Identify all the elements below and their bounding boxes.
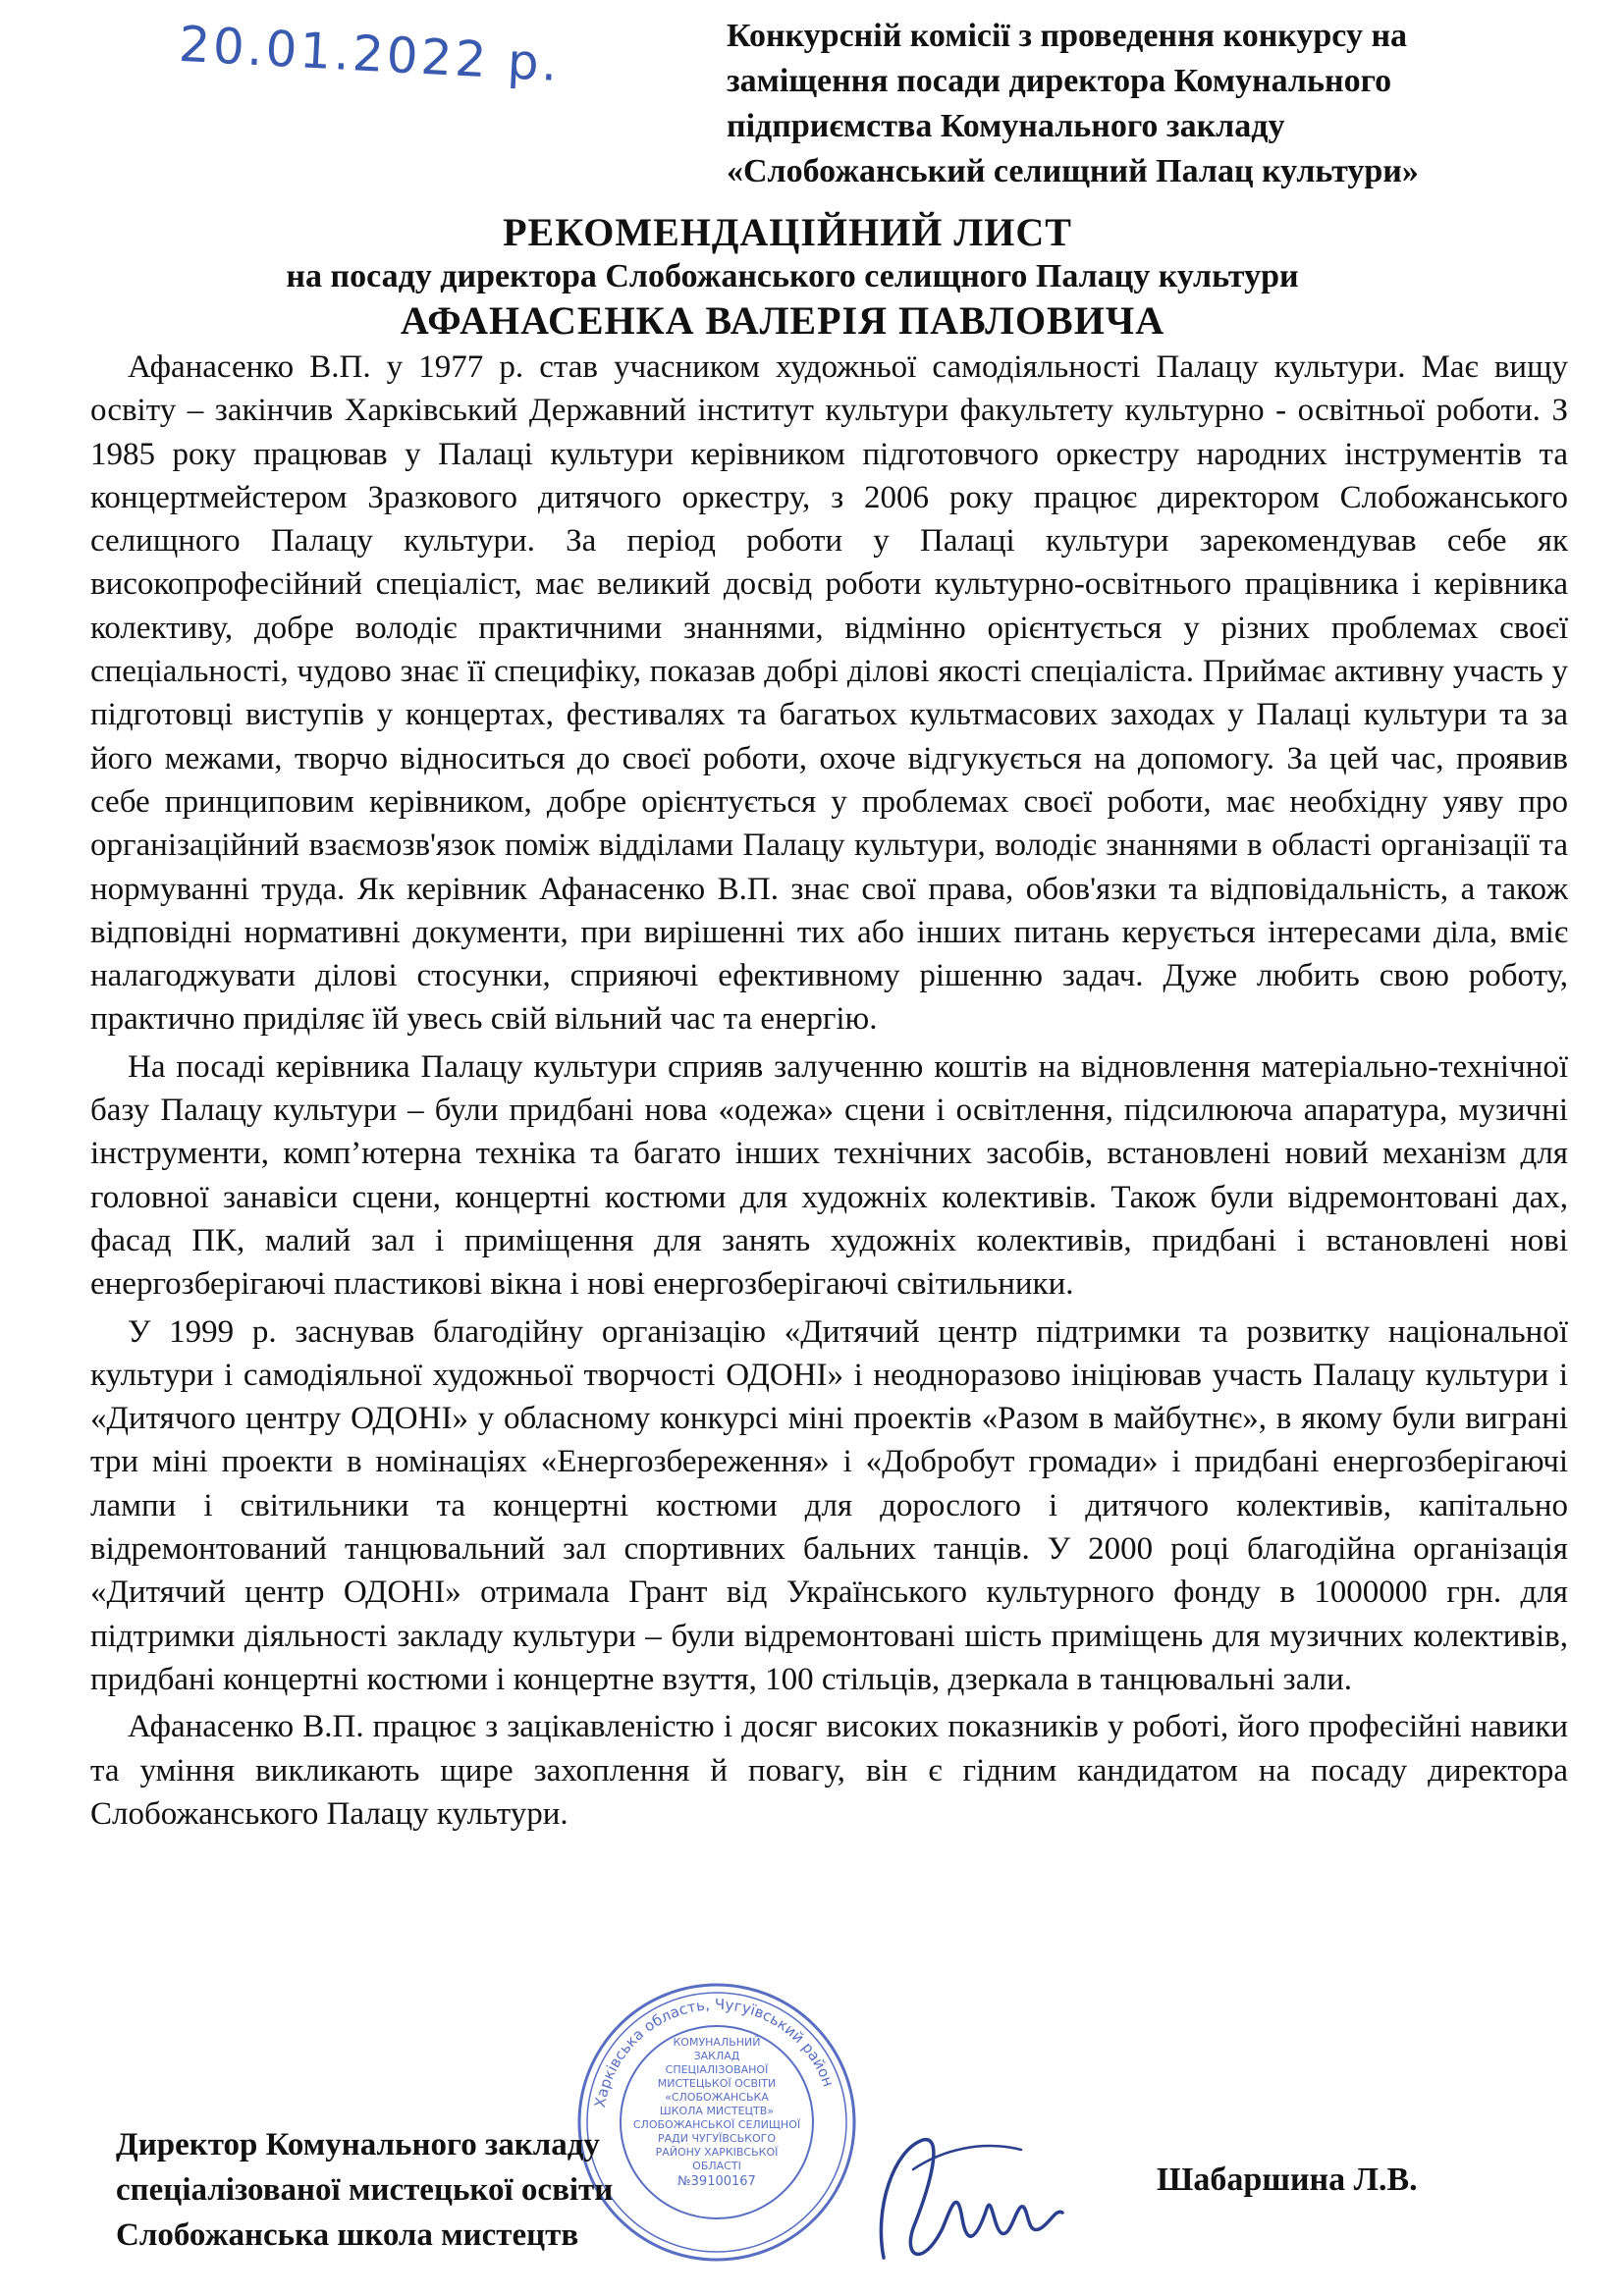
letter-body [90, 346, 1568, 1836]
addressee-line: «Слобожанський селищний Палац культури» [727, 153, 1419, 189]
addressee-block [727, 14, 1591, 194]
stamp-text: СПЕЦІАЛІЗОВАНОЇ [665, 2063, 769, 2076]
stamp-text: РАЙОНУ ХАРКІВСЬКОЇ [655, 2146, 779, 2159]
signer-name: Шабаршина Л.В. [1157, 2162, 1418, 2198]
stamp-text: ШКОЛА МИСТЕЦТВ» [659, 2105, 775, 2117]
document-title: РЕКОМЕНДАЦІЙНИЙ ЛИСТ [503, 210, 1072, 254]
stamp-text: СЛОБОЖАНСЬКОЇ СЕЛИЩНОЇ [632, 2118, 801, 2131]
stamp-text: КОМУНАЛЬНИЙ [673, 2036, 761, 2049]
paragraph: Афанасенко В.П. працює з зацікавленістю і досяг високих показників у роботі, його професійні навики та уміння викликають щире захоплення й повагу, він є гідним кандидатом на посаду директора Слобожанського Палацу культури. [90, 1709, 1568, 1832]
candidate-name: АФАНАСЕНКА ВАЛЕРІЯ ПАВЛОВИЧА [400, 298, 1165, 343]
signer-position-line: Слобожанська школа мистецтв [116, 2217, 579, 2253]
stamp-text: ЗАКЛАД [693, 2050, 740, 2062]
paragraph: На посаді керівника Палацу культури сприяв залученню коштів на відновлення матеріально-технічної базу Палацу культури – були придбані нова «одежа» сцени і освітлення, підсилююча апаратура, музичні інструменти, комп’ютерна техніка та багато інших технічних засобів, встановлені новий механізм для головної занавіси сцени, концертні костюми для художніх колективів. Також були відремонтовані дах, фасад ПК, малий зал і приміщення для занять художніх колективів, придбані і встановлені нові енергозберігаючі пластикові вікна і нові енергозберігаючі світильники. [90, 1048, 1568, 1303]
svg-text:Харківська область, Чугуївськи [591, 1996, 838, 2109]
addressee-line: заміщення посади директора Комунального [727, 63, 1392, 99]
stamp-text: ОБЛАСТІ [692, 2160, 741, 2172]
addressee-line: підприємства Комунального закладу [727, 108, 1285, 144]
heading-block [0, 210, 1624, 344]
stamp-text: РАДИ ЧУГУЇВСЬКОГО [658, 2132, 776, 2145]
paragraph: У 1999 р. заснував благодійну організацію «Дитячий центр підтримки та розвитку національної культури і самодіяльної художньої творчості ОДОНІ» і неодноразово ініціював участь Палацу культури і «Дитячого центру ОДОНІ» у обласному конкурсі міні проектів «Разом в майбутнє», в якому були виграні три міні проекти в номінаціях «Енергозбереження» і «Добробут громади» і придбані енергозберігаючі лампи і світильники та концертні костюми для дорослого і дитячого колективів, капітально відремонтований танцювальний зал спортивних бальних танців. У 2000 році благодійна організація «Дитячий центр ОДОНІ» отримала Грант від Українського культурного фонду в 1000000 грн. для підтримки діяльності закладу культури – були відремонтовані шість приміщень для музичних колективів, придбані концертні костюми і концертне взуття, 100 стільців, дзеркала в танцювальні зали. [90, 1313, 1568, 1697]
stamp-text: №39100167 [677, 2174, 756, 2189]
signer-position-line: спеціалізованої мистецької освіти [116, 2172, 614, 2208]
handwritten-date: 20.01.2022 р. [177, 15, 563, 93]
stamp-ring-text: Харківська область, Чугуївський район [590, 1995, 838, 2109]
document-subtitle: на посаду директора Слобожанського селищного Палацу культури [286, 258, 1299, 294]
signer-position-line: Директор Комунального закладу [116, 2127, 600, 2163]
paragraph: Афанасенко В.П. у 1977 р. став учасником художньої самодіяльності Палацу культури. Має вищу освіту – закінчив Харківський Державний інститут культури факультету культурно - освітньої роботи. З 1985 року працював у Палаці культури керівником підготовчого оркестру народних інструментів та концертмейстером Зразкового дитячого оркестру, з 2006 року працює директором Слобожанського селищного Палацу культури. За період роботи у Палаці культури зарекомендував себе як високопрофесійний спеціаліст, має великий досвід роботи культурно-освітнього працівника і керівника колективу, добре володіє практичними знаннями, відмінно орієнтується у різних проблемах своєї спеціальності, чудово знає її специфіку, показав добрі ділові якості спеціаліста. Приймає активну участь у підготовці виступів у концертах, фестивалях та багатьох культмасових заходах у Палаці культури та за його межами, творчо відноситься до своєї роботи, охоче відгукується на допомогу. За цей час, проявив себе принциповим керівником, добре орієнтується у проблемах своєї роботи, має необхідну уяву про організаційний взаємозв'язок поміж відділами Палацу культури, володіє знаннями в області організації та нормуванні труда. Як керівник Афанасенко В.П. знає свої права, обов'язки та відповідальність, а також відповідні нормативні документи, при вирішенні тих або інших питань керується інтересами діла, вміє налагоджувати ділові стосунки, сприяючі ефективному рішенню задач. Дуже любить свою роботу, практично приділяє їй увесь свій вільний час та енергію. [90, 349, 1568, 1038]
stamp-text: «СЛОБОЖАНСЬКА [665, 2091, 769, 2104]
addressee-line: Конкурсній комісії з проведення конкурсу на [727, 18, 1408, 54]
stamp-text: МИСТЕЦЬКОЇ ОСВІТИ [657, 2077, 777, 2090]
